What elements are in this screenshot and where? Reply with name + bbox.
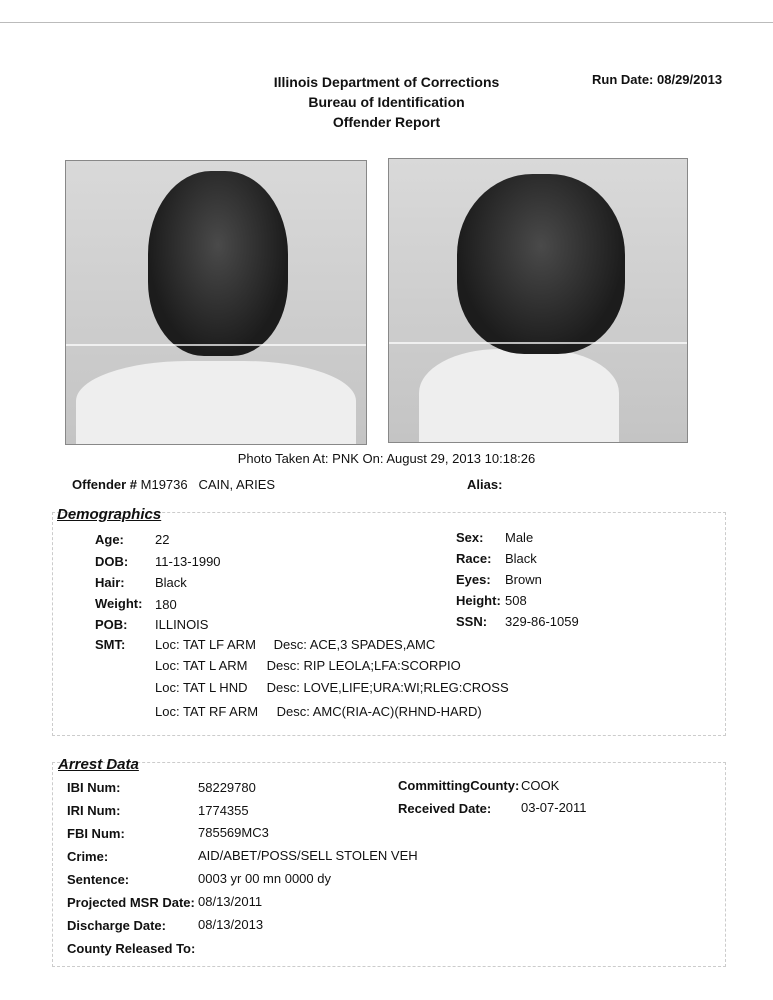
ssn-label: SSN: xyxy=(456,614,488,629)
head-shape xyxy=(457,174,625,354)
smt-location: Loc: TAT L HND xyxy=(155,680,248,695)
received-date-label: Received Date: xyxy=(398,801,492,816)
scan-edge-line xyxy=(0,22,773,23)
received-date-value: 03-07-2011 xyxy=(521,800,587,815)
offender-number-label: Offender # xyxy=(72,477,138,492)
demographics-box xyxy=(52,512,726,736)
county-released-label: County Released To: xyxy=(67,941,196,956)
committing-county-label: CommittingCounty: xyxy=(398,778,520,793)
race-label: Race: xyxy=(456,551,492,566)
smt-location: Loc: TAT LF ARM xyxy=(155,637,256,652)
dob-label: DOB: xyxy=(95,554,129,569)
pob-value: ILLINOIS xyxy=(155,617,209,632)
smt-location: Loc: TAT RF ARM xyxy=(155,704,259,719)
smt-description: Desc: RIP LEOLA;LFA:SCORPIO xyxy=(266,658,461,673)
shirt-shape xyxy=(76,361,356,445)
alias-label: Alias: xyxy=(467,477,503,492)
discharge-date-value: 08/13/2013 xyxy=(198,917,264,932)
committing-county-value: COOK xyxy=(521,778,560,793)
report-title: Offender Report xyxy=(332,114,441,130)
offender-line xyxy=(72,477,275,492)
msr-date-value: 08/13/2011 xyxy=(198,894,263,909)
sentence-label: Sentence: xyxy=(67,872,130,887)
run-date: Run Date: 08/29/2013 xyxy=(592,72,723,87)
paper-fold xyxy=(66,344,366,346)
profile-mugshot-photo xyxy=(388,158,688,443)
race-value: Black xyxy=(505,551,537,566)
ibi-label: IBI Num: xyxy=(67,780,121,795)
smt-entry xyxy=(155,680,509,695)
ssn-value: 329-86-1059 xyxy=(505,614,579,629)
weight-value: 180 xyxy=(155,597,177,612)
crime-value: AID/ABET/POSS/SELL STOLEN VEH xyxy=(198,848,418,863)
offender-number: M19736 xyxy=(140,477,188,492)
head-shape xyxy=(148,171,288,356)
eyes-label: Eyes: xyxy=(456,572,491,587)
discharge-date-label: Discharge Date: xyxy=(67,918,166,933)
arrest-data-title: Arrest Data xyxy=(58,756,139,773)
smt-description: Desc: LOVE,LIFE;URA:WI;RLEG:CROSS xyxy=(266,680,509,695)
photo-caption: Photo Taken At: PNK On: August 29, 2013 10:18:26 xyxy=(237,451,536,466)
height-label: Height: xyxy=(456,593,501,608)
height-value: 508 xyxy=(505,593,527,608)
crime-label: Crime: xyxy=(67,849,109,864)
age-label: Age: xyxy=(95,532,124,547)
eyes-value: Brown xyxy=(505,572,542,587)
agency-title: Illinois Department of Corrections xyxy=(273,74,500,90)
smt-entry xyxy=(155,637,435,652)
weight-label: Weight: xyxy=(95,596,143,611)
hair-value: Black xyxy=(155,575,187,590)
smt-entry xyxy=(155,704,482,719)
dob-value: 11-13-1990 xyxy=(155,554,221,569)
smt-location: Loc: TAT L ARM xyxy=(155,658,248,673)
demographics-title: Demographics xyxy=(57,506,162,523)
age-value: 22 xyxy=(155,532,170,547)
sex-value: Male xyxy=(505,530,534,545)
arrest-data-box xyxy=(52,762,726,967)
smt-label: SMT: xyxy=(95,637,126,652)
pob-label: POB: xyxy=(95,617,128,632)
iri-value: 1774355 xyxy=(198,803,249,818)
smt-description: Desc: AMC(RIA-AC)(RHND-HARD) xyxy=(276,704,482,719)
fbi-label: FBI Num: xyxy=(67,826,125,841)
iri-label: IRI Num: xyxy=(67,803,121,818)
sentence-value: 0003 yr 00 mn 0000 dy xyxy=(198,871,331,886)
bureau-title: Bureau of Identification xyxy=(308,94,465,110)
sex-label: Sex: xyxy=(456,530,484,545)
hair-label: Hair: xyxy=(95,575,125,590)
ibi-value: 58229780 xyxy=(198,780,256,795)
fbi-value: 785569MC3 xyxy=(198,825,269,840)
smt-entry xyxy=(155,658,461,673)
front-mugshot-photo xyxy=(65,160,367,445)
smt-description: Desc: ACE,3 SPADES,AMC xyxy=(273,637,436,652)
paper-fold xyxy=(389,342,687,344)
msr-date-label: Projected MSR Date: xyxy=(67,895,195,910)
offender-name: CAIN, ARIES xyxy=(198,477,276,492)
shirt-shape xyxy=(419,349,619,443)
